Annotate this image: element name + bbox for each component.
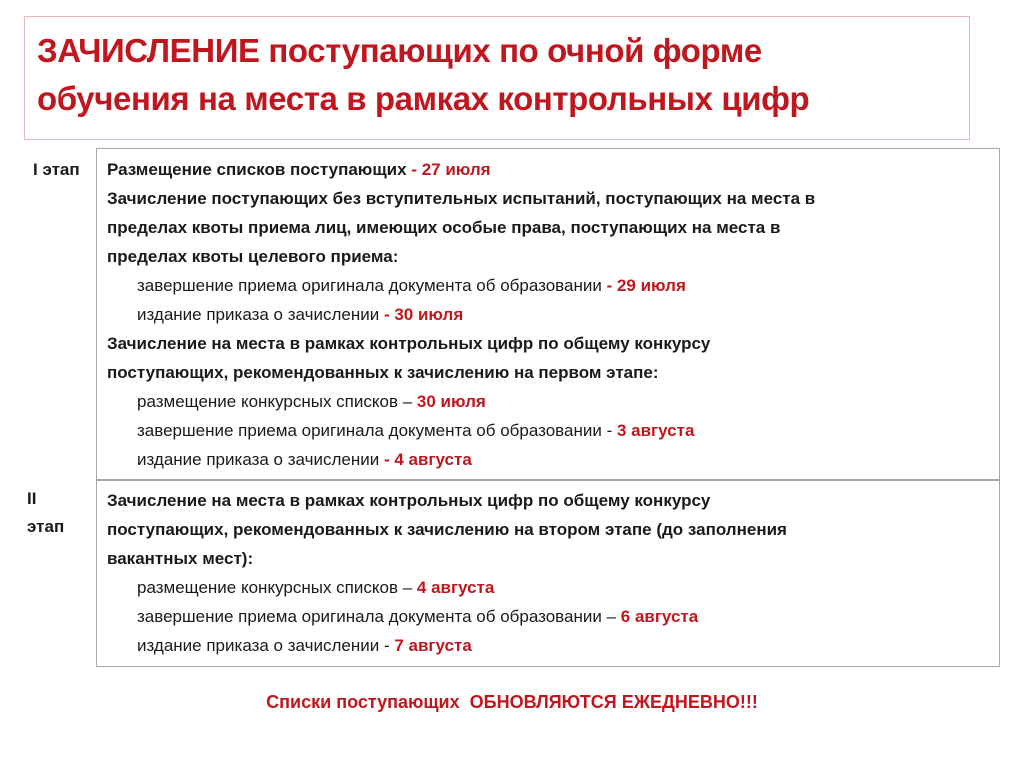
stage-1-label: I этап (33, 160, 80, 179)
schedule-item-text: завершение приема оригинала документа об образовании (137, 276, 602, 295)
title-box (24, 16, 970, 140)
stage-2-heading-line: вакантных мест): (107, 549, 254, 568)
section-1-heading-line: Зачисление поступающих без вступительных испытаний, поступающих на места в (107, 189, 816, 208)
schedule-item-text: завершение приема оригинала документа об образовании – (137, 607, 617, 626)
schedule-item-text: издание приказа о зачислении (137, 450, 380, 469)
title-line-2: обучения на места в рамках контрольных цифр (37, 80, 810, 117)
stage-2-box (96, 480, 1000, 667)
schedule-item (107, 416, 989, 445)
daily-update-notice: Списки поступающих ОБНОВЛЯЮТСЯ ЕЖЕДНЕВНО!!! (266, 692, 758, 712)
schedule-item-text: размещение конкурсных списков – (137, 392, 413, 411)
schedule-item (107, 573, 989, 602)
stage-2-label-line-1: II (27, 489, 37, 508)
schedule-item-date: 4 августа (416, 578, 495, 597)
schedule-item-date: - 30 июля (383, 305, 464, 324)
schedule-item-date: - 4 августа (383, 450, 472, 469)
placement-text: Размещение списков поступающих (107, 160, 407, 179)
section-2-heading-line: поступающих, рекомендованных к зачислению на первом этапе: (107, 363, 659, 382)
schedule-item-date: - 29 июля (606, 276, 686, 295)
stage-2-label-line-2: этап (27, 517, 65, 536)
schedule-item-text: издание приказа о зачислении (137, 305, 380, 324)
schedule-item-text: размещение конкурсных списков – (137, 578, 413, 597)
schedule-item (107, 387, 989, 416)
schedule-item (107, 602, 989, 631)
schedule-item-date: 6 августа (620, 607, 699, 626)
schedule-item-text: завершение приема оригинала документа об образовании - (137, 421, 613, 440)
schedule-item (107, 631, 989, 660)
placement-line (107, 155, 989, 184)
stage-2-label (27, 485, 87, 541)
schedule-item (107, 271, 989, 300)
schedule-item (107, 300, 989, 329)
stage-2-heading-line: Зачисление на места в рамках контрольных цифр по общему конкурсу (107, 491, 711, 510)
title-line-1: ЗАЧИСЛЕНИЕ поступающих по очной форме (37, 32, 762, 69)
page-title (37, 27, 957, 123)
placement-date: - 27 июля (411, 160, 491, 179)
schedule-item-date: 30 июля (416, 392, 486, 411)
section-2-heading-line: Зачисление на места в рамках контрольных цифр по общему конкурсу (107, 334, 711, 353)
schedule-item (107, 445, 989, 474)
stage-1-box (96, 148, 1000, 480)
section-1-heading-line: пределах квоты целевого приема: (107, 247, 399, 266)
section-1-heading-line: пределах квоты приема лиц, имеющих особые права, поступающих на места в (107, 218, 781, 237)
schedule-item-date: 7 августа (394, 636, 472, 655)
schedule-item-text: издание приказа о зачислении - (137, 636, 390, 655)
schedule-item-date: 3 августа (616, 421, 695, 440)
stage-2-heading-line: поступающих, рекомендованных к зачислению на втором этапе (до заполнения (107, 520, 787, 539)
